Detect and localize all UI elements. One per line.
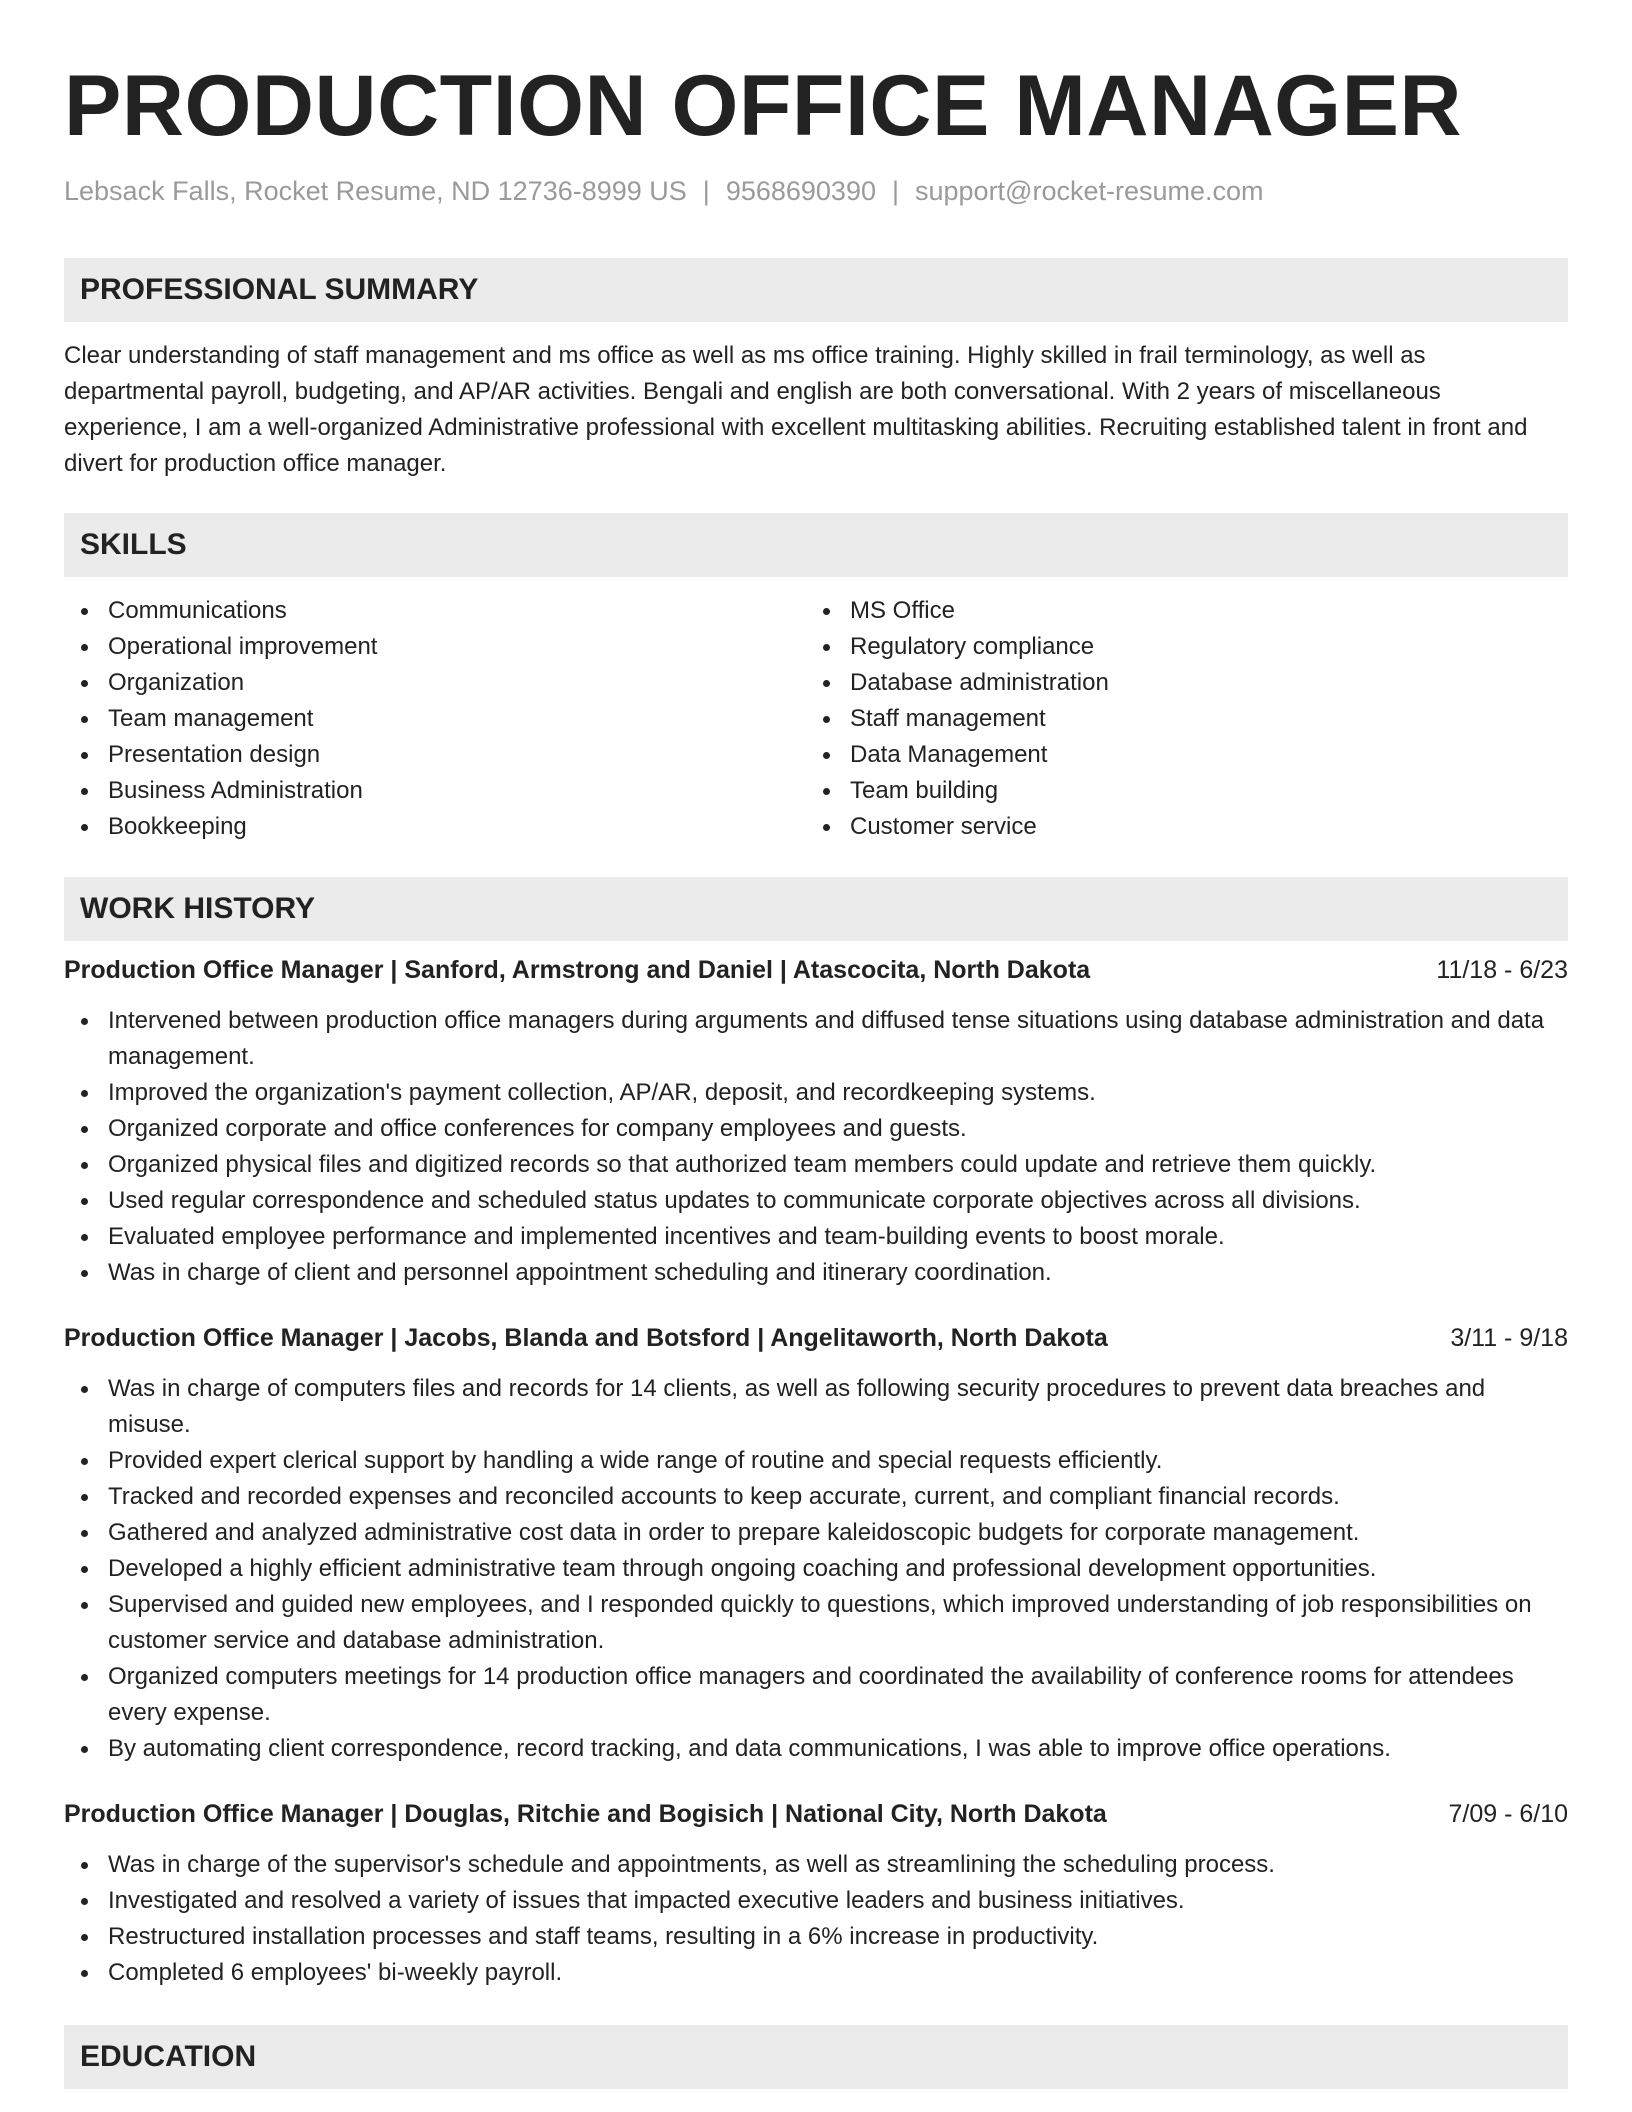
job-entry	[64, 1797, 1568, 1991]
section-header-work-history: WORK HISTORY	[64, 877, 1568, 941]
job-bullet: Organized computers meetings for 14 production office managers and coordinated the availability of conference rooms for attendees every expense.	[64, 1659, 1568, 1731]
skill-item: Database administration	[806, 665, 1548, 701]
summary-text: Clear understanding of staff management and ms office as well as ms office training. Highly skilled in frail terminology, as well as departmental payroll, budgeting, and AP/AR activities. Bengali and english are both conversational. With 2 years of miscellaneous experience, I am a well-organized Administrative professional with excellent multitasking abilities. Recruiting established talent in front and divert for production office manager.	[64, 342, 1528, 477]
section-header-summary: PROFESSIONAL SUMMARY	[64, 258, 1568, 322]
job-bullet: Intervened between production office managers during arguments and diffused tense situations using database administration and data management.	[64, 1003, 1568, 1075]
job-header	[64, 953, 1568, 987]
job-bullets	[64, 1371, 1568, 1767]
skill-item: Operational improvement	[64, 629, 806, 665]
resume-page	[64, 0, 1568, 2089]
contact-separator: |	[891, 176, 899, 206]
skills-list	[64, 593, 1568, 845]
resume-title: PRODUCTION OFFICE MANAGER	[64, 58, 1463, 154]
job-bullet: Supervised and guided new employees, and I responded quickly to questions, which improved understanding of job responsibilities on customer service and database administration.	[64, 1587, 1568, 1659]
job-heading: Production Office Manager | Jacobs, Blanda and Botsford | Angelitaworth, North Dakota	[64, 1324, 1108, 1352]
skill-item: Data Management	[806, 737, 1548, 773]
section-header-skills: SKILLS	[64, 513, 1568, 577]
job-dates: 3/11 - 9/18	[1450, 1324, 1568, 1352]
job-bullet: Was in charge of client and personnel appointment scheduling and itinerary coordination.	[64, 1255, 1568, 1291]
contact-email: support@rocket-resume.com	[915, 176, 1264, 206]
skills-column-left	[64, 593, 806, 845]
skill-item: Organization	[64, 665, 806, 701]
job-bullet: Gathered and analyzed administrative cost data in order to prepare kaleidoscopic budgets for corporate management.	[64, 1515, 1568, 1551]
job-header	[64, 1321, 1568, 1355]
job-bullet: Organized physical files and digitized records so that authorized team members could update and retrieve them quickly.	[64, 1147, 1568, 1183]
skill-item: Staff management	[806, 701, 1548, 737]
job-bullet: Investigated and resolved a variety of issues that impacted executive leaders and business initiatives.	[64, 1883, 1568, 1919]
job-heading: Production Office Manager | Douglas, Ritchie and Bogisich | National City, North Dakota	[64, 1800, 1107, 1828]
contact-separator: |	[702, 176, 710, 206]
job-bullet: Evaluated employee performance and implemented incentives and team-building events to boost morale.	[64, 1219, 1568, 1255]
skill-item: Presentation design	[64, 737, 806, 773]
skill-item: Team building	[806, 773, 1548, 809]
job-bullet: Tracked and recorded expenses and reconciled accounts to keep accurate, current, and compliant financial records.	[64, 1479, 1568, 1515]
skill-item: Customer service	[806, 809, 1548, 845]
job-entry	[64, 953, 1568, 1291]
skill-item: Regulatory compliance	[806, 629, 1548, 665]
job-bullet: Restructured installation processes and staff teams, resulting in a 6% increase in productivity.	[64, 1919, 1568, 1955]
skill-item: Business Administration	[64, 773, 806, 809]
contact-line	[64, 174, 1568, 208]
job-dates: 11/18 - 6/23	[1436, 956, 1568, 984]
job-heading: Production Office Manager | Sanford, Armstrong and Daniel | Atascocita, North Dakota	[64, 956, 1091, 984]
skill-item: Team management	[64, 701, 806, 737]
job-bullets	[64, 1003, 1568, 1291]
skill-item: Communications	[64, 593, 806, 629]
job-bullet: Used regular correspondence and scheduled status updates to communicate corporate objectives across all divisions.	[64, 1183, 1568, 1219]
skill-item: MS Office	[806, 593, 1548, 629]
job-bullet: Developed a highly efficient administrative team through ongoing coaching and professional development opportunities.	[64, 1551, 1568, 1587]
job-bullets	[64, 1847, 1568, 1991]
job-dates: 7/09 - 6/10	[1448, 1800, 1568, 1828]
skill-item: Bookkeeping	[64, 809, 806, 845]
job-bullet: Provided expert clerical support by handling a wide range of routine and special requests efficiently.	[64, 1443, 1568, 1479]
job-bullet: Organized corporate and office conferences for company employees and guests.	[64, 1111, 1568, 1147]
job-bullet: Was in charge of computers files and records for 14 clients, as well as following security procedures to prevent data breaches and misuse.	[64, 1371, 1568, 1443]
contact-phone: 9568690390	[725, 176, 876, 206]
job-bullet: Improved the organization's payment collection, AP/AR, deposit, and recordkeeping systems.	[64, 1075, 1568, 1111]
job-entry	[64, 1321, 1568, 1767]
job-bullet: Was in charge of the supervisor's schedule and appointments, as well as streamlining the scheduling process.	[64, 1847, 1568, 1883]
job-bullet: Completed 6 employees' bi-weekly payroll.	[64, 1955, 1568, 1991]
job-bullet: By automating client correspondence, record tracking, and data communications, I was able to improve office operations.	[64, 1731, 1568, 1767]
contact-address: Lebsack Falls, Rocket Resume, ND 12736-8999 US	[64, 176, 687, 206]
skills-column-right	[806, 593, 1548, 845]
job-header	[64, 1797, 1568, 1831]
section-header-education: EDUCATION	[64, 2025, 1568, 2089]
